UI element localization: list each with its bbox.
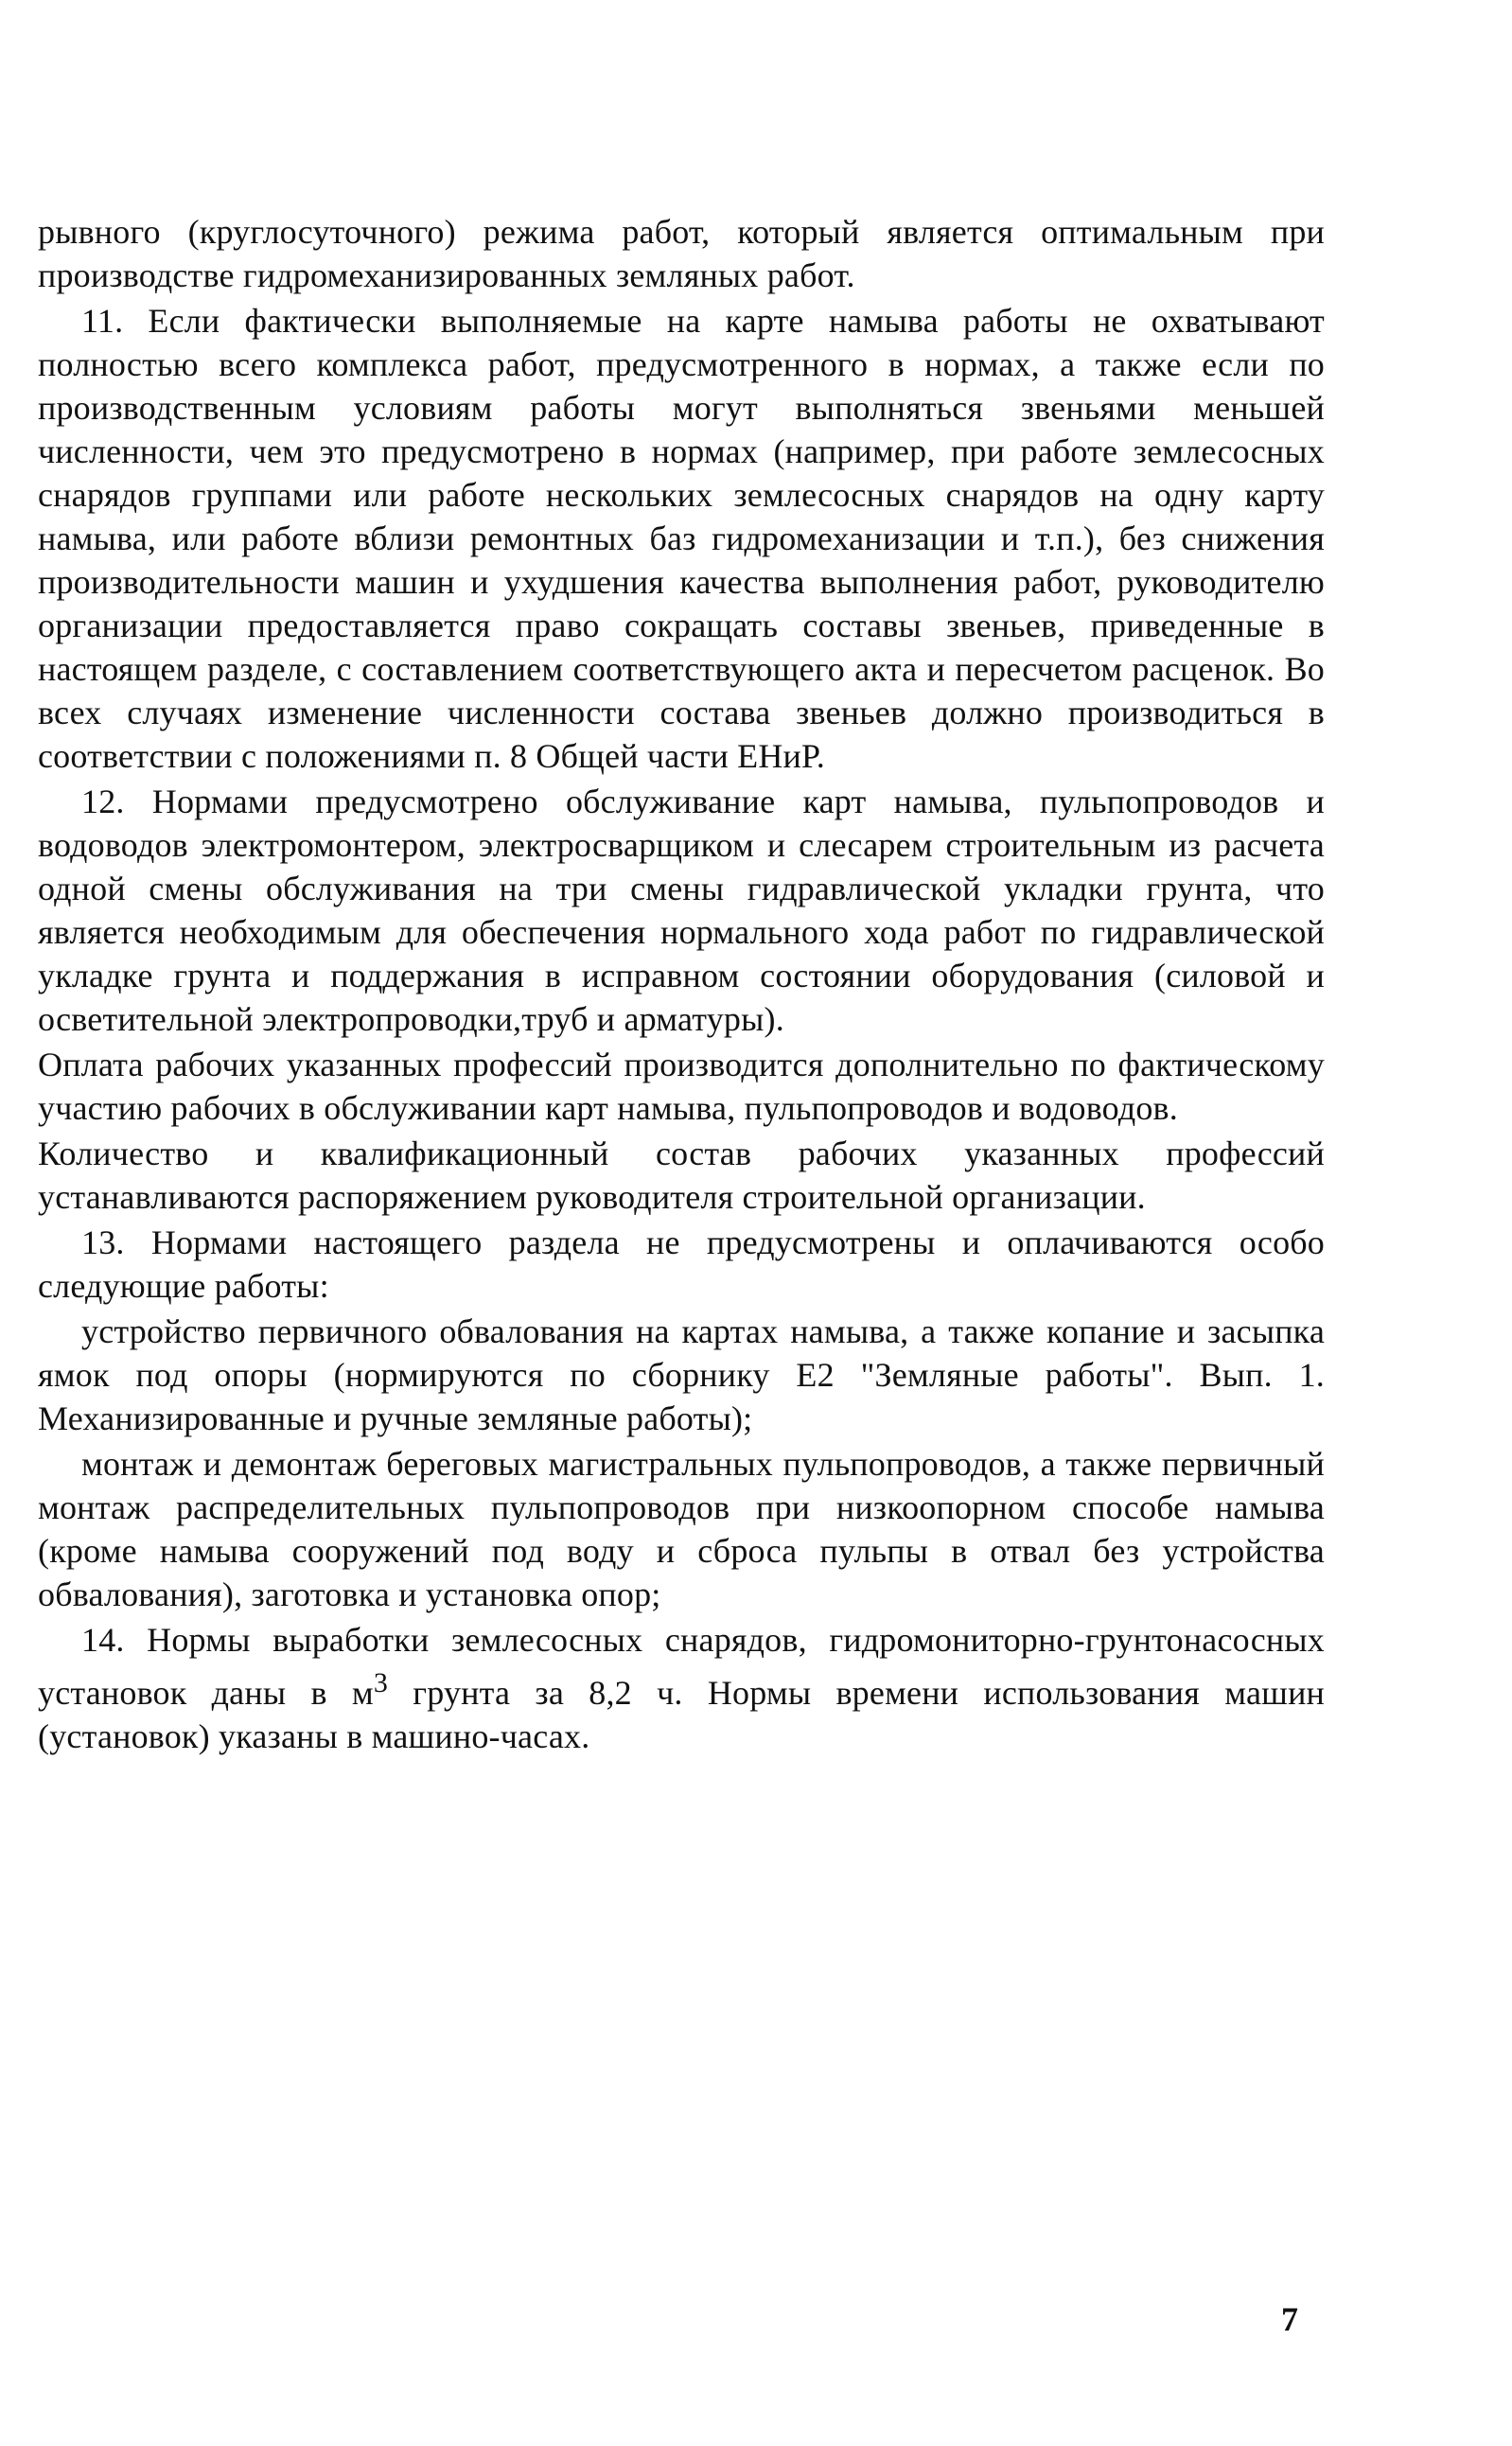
paragraph-embankment: устройство первичного обвалования на картах намыва, а также копание и засыпка ямок под опоры (нормируются по сборнику Е2 "Земляные работы". Вып. 1. Механизированные и ручные земляные работы);	[38, 1312, 1325, 1437]
cubic-superscript: 3	[373, 1667, 389, 1698]
item-14-text-end: грунта за 8,2 ч. Нормы времени использования машин (установок) указаны в машино-часах.	[38, 1674, 1325, 1755]
paragraph-pipeline-mounting: монтаж и демонтаж береговых магистральных пульпопроводов, а также первичный монтаж распределительных пульпопроводов при низкоопорном способе намыва (кроме намыва сооружений под воду и сброса пульпы в отвал без устройства обвалования), заготовка и установка опор;	[38, 1445, 1325, 1613]
paragraph-continuation: рывного (круглосуточного) режима работ, который является оптимальным при производстве гидромеханизированных земляных работ.	[38, 213, 1325, 294]
paragraph-payment: Оплата рабочих указанных профессий производится дополнительно по фактическому участию рабочих в обслуживании карт намыва, пульпопроводов и водоводов.	[38, 1046, 1325, 1127]
page-number: 7	[1281, 2300, 1298, 2338]
item-14-text-start: 14. Нормы выработки землесосных снарядов, гидромониторно-грунтонасосных установок даны в м	[38, 1621, 1325, 1712]
paragraph-item-13: 13. Нормами настоящего раздела не предусмотрены и оплачиваются особо следующие работы:	[38, 1223, 1325, 1305]
paragraph-item-14	[38, 1618, 1325, 1758]
paragraph-item-12: 12. Нормами предусмотрено обслуживание карт намыва, пульпопроводов и водоводов электромонтером, электросварщиком и слесарем строительным из расчета одной смены обслуживания на три смены гидравлической укладки грунта, что является необходимым для обеспечения нормального хода работ по гидравлической укладке грунта и поддержания в исправном состоянии оборудования (силовой и осветительной электропроводки,труб и арматуры).	[38, 783, 1325, 1038]
document-body	[38, 210, 1325, 1760]
paragraph-workers-count: Количество и квалификационный состав рабочих указанных профессий устанавливаются распоряжением руководителя строительной организации.	[38, 1135, 1325, 1216]
paragraph-item-11: 11. Если фактически выполняемые на карте намыва работы не охватывают полностью всего комплекса работ, предусмотренного в нормах, а также если по производственным условиям работы могут выполняться звеньями меньшей численности, чем это предусмотрено в нормах (например, при работе землесосных снарядов группами или работе нескольких землесосных снарядов на одну карту намыва, или работе вблизи ремонтных баз гидромеханизации и т.п.), без снижения производительности машин и ухудшения качества выполнения работ, руководителю организации предоставляется право сокращать составы звеньев, приведенные в настоящем разделе, с составлением соответствующего акта и пересчетом расценок. Во всех случаях изменение численности состава звеньев должно производиться в соответствии с положениями п. 8 Общей части ЕНиР.	[38, 302, 1325, 775]
